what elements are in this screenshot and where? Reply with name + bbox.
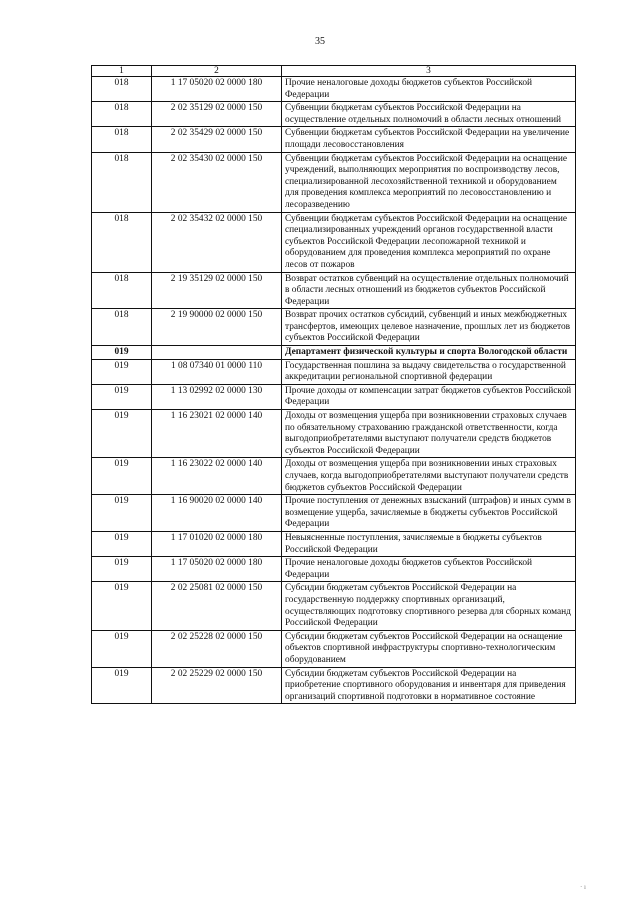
admin-code-cell: 019 <box>92 531 152 556</box>
admin-code-cell: 018 <box>92 102 152 127</box>
table-row <box>92 531 576 556</box>
scan-mark: · ı <box>579 883 586 891</box>
budget-classification-code-cell: 2 02 35429 02 0000 150 <box>152 127 282 152</box>
table-row <box>92 630 576 667</box>
revenue-name-cell: Прочие неналоговые доходы бюджетов субъектов Российской Федерации <box>282 77 576 102</box>
table-row <box>92 667 576 704</box>
admin-code-cell: 019 <box>92 582 152 630</box>
table-row <box>92 102 576 127</box>
admin-code-cell: 018 <box>92 212 152 272</box>
table-row <box>92 212 576 272</box>
budget-classification-code-cell: 1 16 23021 02 0000 140 <box>152 410 282 458</box>
budget-classification-code-cell <box>152 346 282 360</box>
revenue-name-cell: Субвенции бюджетам субъектов Российской Федерации на оснащение специализированных учреждений органов государственной власти субъектов Российской Федерации лесопожарной техникой и оборудованием для проведения комплекса мероприятий по охране лесов от пожаров <box>282 212 576 272</box>
admin-code-cell: 019 <box>92 630 152 667</box>
revenue-name-cell: Субвенции бюджетам субъектов Российской Федерации на осуществление отдельных полномочий в области лесных отношений <box>282 102 576 127</box>
budget-classification-code-cell: 1 17 05020 02 0000 180 <box>152 557 282 582</box>
column-header-2: 2 <box>152 66 282 77</box>
table-row <box>92 384 576 409</box>
revenue-name-cell: Субсидии бюджетам субъектов Российской Федерации на приобретение спортивного оборудования и инвентаря для приведения организаций спортивной подготовки в нормативное состояние <box>282 667 576 704</box>
revenue-name-cell: Субсидии бюджетам субъектов Российской Федерации на государственную поддержку спортивных организаций, осуществляющих подготовку спортивного резерва для сборных команд Российской Федерации <box>282 582 576 630</box>
revenue-name-cell: Субвенции бюджетам субъектов Российской Федерации на оснащение учреждений, выполняющих мероприятия по воспроизводству лесов, специализированной лесохозяйственной техникой и оборудованием для проведения комплекса мероприятий по лесовосстановлению и лесоразведению <box>282 152 576 212</box>
admin-code-cell: 019 <box>92 384 152 409</box>
table-row <box>92 152 576 212</box>
admin-code-cell: 019 <box>92 359 152 384</box>
budget-classification-code-cell: 2 02 35129 02 0000 150 <box>152 102 282 127</box>
budget-classification-code-cell: 1 16 90020 02 0000 140 <box>152 495 282 532</box>
revenue-name-cell: Доходы от возмещения ущерба при возникновении иных страховых случаев, когда выгодоприобретателями выступают получатели средств бюджетов субъектов Российской Федерации <box>282 458 576 495</box>
budget-classification-code-cell: 2 02 25228 02 0000 150 <box>152 630 282 667</box>
table-row <box>92 127 576 152</box>
admin-code-cell: 019 <box>92 495 152 532</box>
budget-classification-code-cell: 1 17 05020 02 0000 180 <box>152 77 282 102</box>
table-row <box>92 359 576 384</box>
table-row <box>92 582 576 630</box>
revenue-name-cell: Департамент физической культуры и спорта Вологодской области <box>282 346 576 360</box>
table-row <box>92 77 576 102</box>
budget-classification-code-cell: 2 02 35432 02 0000 150 <box>152 212 282 272</box>
revenue-name-cell: Невыясненные поступления, зачисляемые в бюджеты субъектов Российской Федерации <box>282 531 576 556</box>
admin-code-cell: 019 <box>92 557 152 582</box>
budget-classification-code-cell: 2 02 35430 02 0000 150 <box>152 152 282 212</box>
revenue-name-cell: Возврат прочих остатков субсидий, субвенций и иных межбюджетных трансфертов, имеющих целевое назначение, прошлых лет из бюджетов субъектов Российской Федерации <box>282 309 576 346</box>
budget-classification-code-cell: 1 17 01020 02 0000 180 <box>152 531 282 556</box>
table-row <box>92 272 576 309</box>
revenue-name-cell: Доходы от возмещения ущерба при возникновении страховых случаев по обязательному страхованию гражданской ответственности, когда выгодоприобретателями выступают получатели средств бюджетов субъектов Российской Федерации <box>282 410 576 458</box>
table-row <box>92 410 576 458</box>
revenue-codes-table <box>91 65 576 704</box>
budget-classification-code-cell: 2 02 25229 02 0000 150 <box>152 667 282 704</box>
budget-classification-code-cell: 2 19 90000 02 0000 150 <box>152 309 282 346</box>
admin-code-cell: 018 <box>92 77 152 102</box>
table-body <box>92 77 576 704</box>
admin-code-cell: 018 <box>92 127 152 152</box>
admin-code-cell: 018 <box>92 272 152 309</box>
revenue-name-cell: Государственная пошлина за выдачу свидетельства о государственной аккредитации региональной спортивной федерации <box>282 359 576 384</box>
column-header-1: 1 <box>92 66 152 77</box>
table-row <box>92 458 576 495</box>
table-row <box>92 557 576 582</box>
budget-classification-code-cell: 2 19 35129 02 0000 150 <box>152 272 282 309</box>
revenue-name-cell: Прочие доходы от компенсации затрат бюджетов субъектов Российской Федерации <box>282 384 576 409</box>
revenue-name-cell: Возврат остатков субвенций на осуществление отдельных полномочий в области лесных отношений из бюджетов субъектов Российской Федерации <box>282 272 576 309</box>
budget-classification-code-cell: 1 16 23022 02 0000 140 <box>152 458 282 495</box>
budget-classification-code-cell: 2 02 25081 02 0000 150 <box>152 582 282 630</box>
table-row <box>92 495 576 532</box>
revenue-name-cell: Прочие поступления от денежных взысканий (штрафов) и иных сумм в возмещение ущерба, зачисляемые в бюджеты субъектов Российской Федерации <box>282 495 576 532</box>
admin-code-cell: 019 <box>92 458 152 495</box>
budget-classification-code-cell: 1 13 02992 02 0000 130 <box>152 384 282 409</box>
section-header-row <box>92 346 576 360</box>
admin-code-cell: 019 <box>92 410 152 458</box>
admin-code-cell: 019 <box>92 667 152 704</box>
table-header-row <box>92 66 576 77</box>
admin-code-cell: 019 <box>92 346 152 360</box>
page-number: 35 <box>315 36 325 47</box>
admin-code-cell: 018 <box>92 152 152 212</box>
revenue-name-cell: Прочие неналоговые доходы бюджетов субъектов Российской Федерации <box>282 557 576 582</box>
revenue-name-cell: Субвенции бюджетам субъектов Российской Федерации на увеличение площади лесовосстановления <box>282 127 576 152</box>
budget-classification-code-cell: 1 08 07340 01 0000 110 <box>152 359 282 384</box>
table-row <box>92 309 576 346</box>
revenue-name-cell: Субсидии бюджетам субъектов Российской Федерации на оснащение объектов спортивной инфраструктуры спортивно-технологическим оборудованием <box>282 630 576 667</box>
column-header-3: 3 <box>282 66 576 77</box>
admin-code-cell: 018 <box>92 309 152 346</box>
